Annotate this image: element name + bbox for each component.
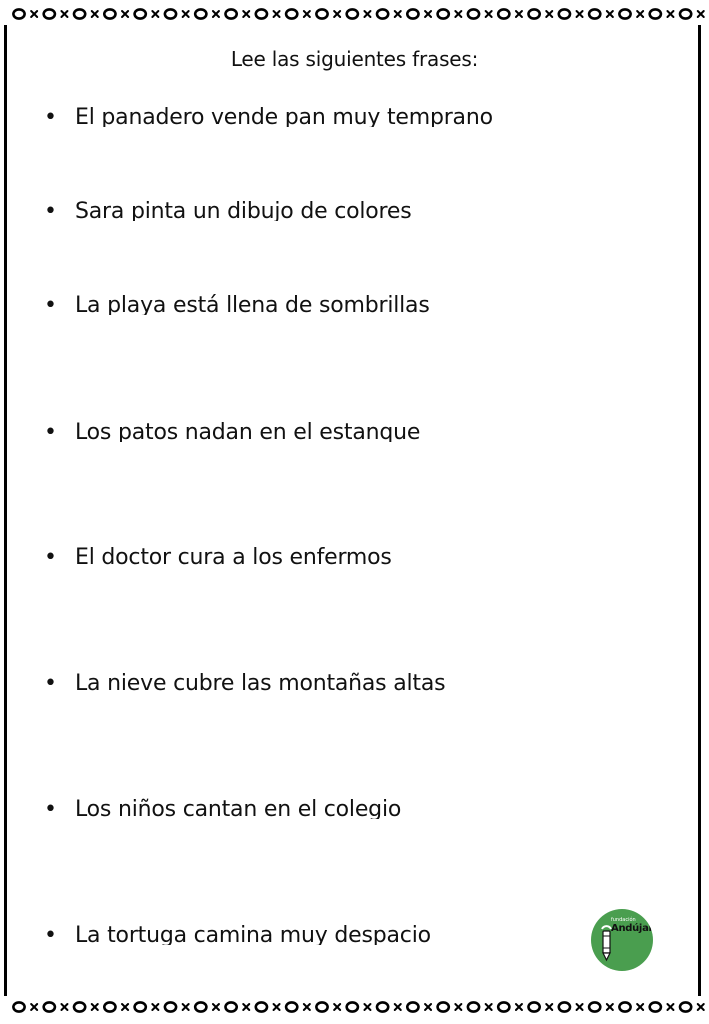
cross-glyph	[546, 1004, 552, 1010]
cross-glyph	[546, 11, 552, 17]
cross-glyph	[607, 11, 613, 17]
circle-glyph	[589, 9, 600, 18]
cross-glyph	[122, 1004, 128, 1010]
bullet-icon: •	[44, 199, 57, 221]
cross-glyph	[152, 11, 158, 17]
fundacion-andujar-logo	[591, 909, 653, 971]
worksheet-title: Lee las siguientes frases:	[230, 47, 479, 71]
cross-glyph	[577, 11, 583, 17]
circle-glyph	[347, 1002, 358, 1011]
sentence-text: Sara pinta un dibujo de colores	[75, 199, 412, 221]
circle-glyph	[256, 9, 267, 18]
cross-glyph	[455, 1004, 461, 1010]
circle-glyph	[680, 9, 691, 18]
bullet-icon: •	[44, 923, 57, 945]
circle-glyph	[74, 9, 85, 18]
sentence-item-4	[44, 418, 644, 442]
sentence-text: El doctor cura a los enfermos	[75, 545, 392, 567]
sentence-item-2	[44, 197, 644, 221]
cross-glyph	[304, 1004, 310, 1010]
circle-glyph	[377, 1002, 388, 1011]
cross-glyph	[61, 11, 67, 17]
page-border	[4, 4, 701, 1016]
circle-glyph	[44, 9, 55, 18]
circle-glyph	[407, 9, 418, 18]
circle-glyph	[377, 9, 388, 18]
bullet-icon: •	[44, 420, 57, 442]
cross-glyph	[274, 11, 280, 17]
sentence-item-8	[44, 921, 644, 945]
cross-glyph	[577, 1004, 583, 1010]
cross-glyph	[31, 11, 37, 17]
bullet-icon: •	[44, 105, 57, 127]
cross-glyph	[667, 11, 673, 17]
circle-glyph	[256, 1002, 267, 1011]
circle-glyph	[619, 1002, 630, 1011]
circle-glyph	[13, 1002, 24, 1011]
circle-glyph	[74, 1002, 85, 1011]
circle-glyph	[316, 9, 327, 18]
cross-glyph	[637, 1004, 643, 1010]
sentence-item-1	[44, 103, 644, 127]
cross-glyph	[243, 11, 249, 17]
circle-glyph	[619, 9, 630, 18]
bullet-icon: •	[44, 671, 57, 693]
circle-glyph	[13, 9, 24, 18]
cross-glyph	[61, 1004, 67, 1010]
cross-glyph	[243, 1004, 249, 1010]
top-decorative-border	[0, 3, 709, 25]
bottom-decorative-border	[0, 996, 709, 1018]
circle-glyph	[438, 1002, 449, 1011]
circle-glyph	[195, 1002, 206, 1011]
bullet-icon: •	[44, 797, 57, 819]
circle-glyph	[347, 9, 358, 18]
cross-glyph	[455, 11, 461, 17]
circle-glyph	[468, 1002, 479, 1011]
circle-glyph	[135, 9, 146, 18]
cross-glyph	[183, 11, 189, 17]
circle-glyph	[195, 9, 206, 18]
circle-glyph	[286, 1002, 297, 1011]
cross-glyph	[637, 11, 643, 17]
sentence-text: La tortuga camina muy despacio	[75, 923, 431, 945]
sentence-text: Los niños cantan en el colegio	[75, 797, 402, 819]
sentence-item-3	[44, 291, 644, 315]
circle-glyph	[559, 1002, 570, 1011]
circle-glyph	[165, 1002, 176, 1011]
cross-glyph	[364, 1004, 370, 1010]
sentence-item-6	[44, 669, 644, 693]
circle-glyph	[286, 9, 297, 18]
bullet-icon: •	[44, 293, 57, 315]
cross-glyph	[486, 11, 492, 17]
circle-glyph	[498, 9, 509, 18]
cross-glyph	[152, 1004, 158, 1010]
sentence-item-5	[44, 543, 644, 567]
circle-glyph	[165, 9, 176, 18]
circle-glyph	[468, 9, 479, 18]
cross-glyph	[183, 1004, 189, 1010]
circle-glyph	[559, 9, 570, 18]
cross-glyph	[516, 11, 522, 17]
cross-glyph	[92, 1004, 98, 1010]
cross-glyph	[364, 11, 370, 17]
circle-glyph	[498, 1002, 509, 1011]
circle-glyph	[44, 1002, 55, 1011]
cross-glyph	[516, 1004, 522, 1010]
cross-glyph	[395, 1004, 401, 1010]
cross-glyph	[425, 11, 431, 17]
circle-glyph	[589, 1002, 600, 1011]
sentence-text: La nieve cubre las montañas altas	[75, 671, 446, 693]
ox-pattern-bottom	[0, 996, 709, 1018]
circle-glyph	[529, 9, 540, 18]
cross-glyph	[213, 1004, 219, 1010]
sentence-text: Los patos nadan en el estanque	[75, 420, 421, 442]
circle-glyph	[438, 9, 449, 18]
circle-glyph	[650, 1002, 661, 1011]
cross-glyph	[274, 1004, 280, 1010]
cross-glyph	[486, 1004, 492, 1010]
cross-glyph	[334, 1004, 340, 1010]
circle-glyph	[104, 1002, 115, 1011]
circle-glyph	[316, 1002, 327, 1011]
cross-glyph	[31, 1004, 37, 1010]
cross-glyph	[304, 11, 310, 17]
circle-glyph	[104, 9, 115, 18]
sentence-text: El panadero vende pan muy temprano	[75, 105, 493, 127]
cross-glyph	[698, 11, 704, 17]
cross-glyph	[92, 11, 98, 17]
circle-glyph	[226, 1002, 237, 1011]
logo-caption: fundación	[611, 917, 636, 923]
cross-glyph	[607, 1004, 613, 1010]
ox-pattern-top	[0, 3, 709, 25]
cross-glyph	[122, 11, 128, 17]
circle-glyph	[135, 1002, 146, 1011]
cross-glyph	[667, 1004, 673, 1010]
circle-glyph	[529, 1002, 540, 1011]
cross-glyph	[698, 1004, 704, 1010]
sentence-item-7	[44, 795, 644, 819]
circle-glyph	[226, 9, 237, 18]
cross-glyph	[213, 11, 219, 17]
circle-glyph	[650, 9, 661, 18]
cross-glyph	[395, 11, 401, 17]
bullet-icon: •	[44, 545, 57, 567]
cross-glyph	[425, 1004, 431, 1010]
circle-glyph	[680, 1002, 691, 1011]
cross-glyph	[334, 11, 340, 17]
logo-name: Andújar	[611, 923, 653, 934]
circle-glyph	[407, 1002, 418, 1011]
sentence-text: La playa está llena de sombrillas	[75, 293, 430, 315]
